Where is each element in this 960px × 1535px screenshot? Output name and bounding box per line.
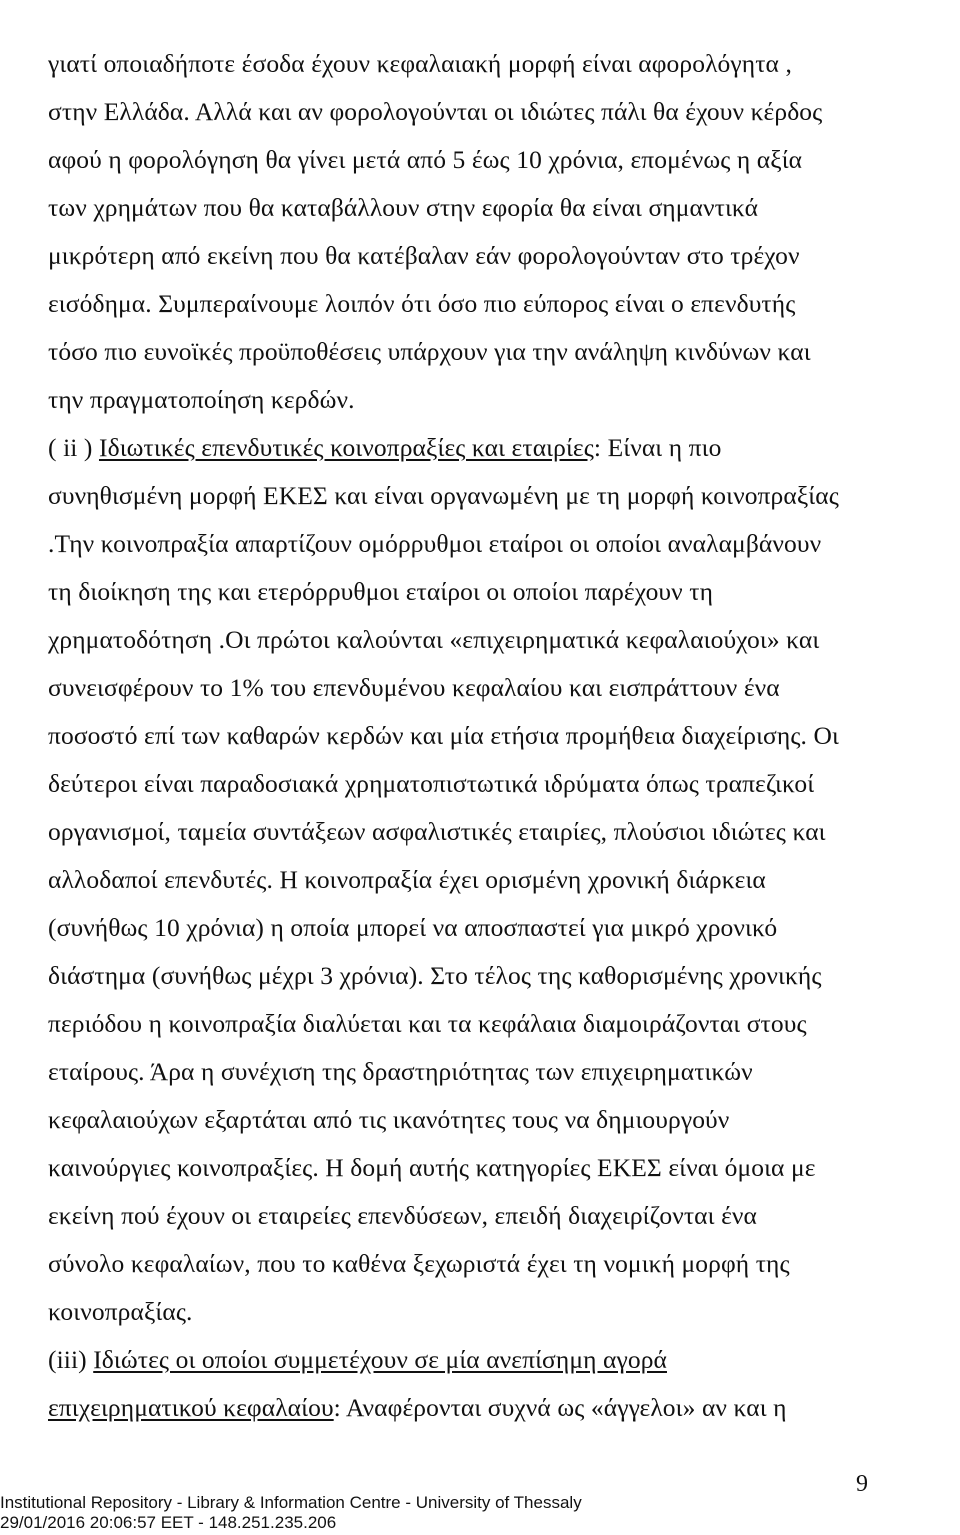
text-line: περιόδου η κοινοπραξία διαλύεται και τα κεφάλαια διαμοιράζονται στους [48,1009,807,1038]
text-line: οργανισμοί, ταμεία συντάξεων ασφαλιστικές εταιρίες, πλούσιοι ιδιώτες και [48,817,826,846]
body-text [48,40,918,1432]
section-iii-rest: : Αναφέρονται συχνά ως «άγγελοι» αν και η [333,1393,787,1422]
section-iii-line-2 [48,1384,918,1432]
text-line: των χρημάτων που θα καταβάλλουν στην εφορία θα είναι σημαντικά [48,193,759,222]
text-line: την πραγματοποίηση κερδών. [48,385,355,414]
text-line: διάστημα (συνήθως μέχρι 3 χρόνια). Στο τέλος της καθορισμένης χρονικής [48,961,822,990]
text-line: συνηθισμένη μορφή ΕΚΕΣ και είναι οργανωμένη με τη μορφή κοινοπραξίας [48,481,839,510]
text-line: καινούργιες κοινοπραξίες. Η δομή αυτής κατηγορίες ΕΚΕΣ είναι όμοια με [48,1153,816,1182]
section-iii-heading-part1: Ιδιώτες οι οποίοι συμμετέχουν σε μία ανεπίσημη αγορά [93,1345,667,1374]
section-iii-heading-part2: επιχειρηματικού κεφαλαίου [48,1393,334,1422]
page-number: 9 [856,1471,868,1497]
text-line: αλλοδαποί επενδυτές. Η κοινοπραξία έχει ορισμένη χρονική διάρκεια [48,865,766,894]
section-ii-marker: ( ii ) [48,433,99,462]
text-line: σύνολο κεφαλαίων, που το καθένα ξεχωριστά έχει τη νομική μορφή της [48,1249,790,1278]
text-line: τόσο πιο ευνοϊκές προϋποθέσεις υπάρχουν για την ανάληψη κινδύνων και [48,337,811,366]
text-line: ποσοστό επί των καθαρών κερδών και μία ετήσια προμήθεια διαχείρισης. Οι [48,721,839,750]
text-line: στην Ελλάδα. Αλλά και αν φορολογούνται οι ιδιώτες πάλι θα έχουν κέρδος [48,97,823,126]
text-line: εισόδημα. Συμπεραίνουμε λοιπόν ότι όσο πιο εύπορος είναι ο επενδυτής [48,289,796,318]
text-line: αφού η φορολόγηση θα γίνει μετά από 5 έως 10 χρόνια, επομένως η αξία [48,145,803,174]
text-line: μικρότερη από εκείνη που θα κατέβαλαν εάν φορολογούνταν στο τρέχον [48,241,800,270]
section-ii-heading: Ιδιωτικές επενδυτικές κοινοπραξίες και εταιρίες [98,433,594,462]
section-ii-rest: : Είναι η πιο [593,433,722,462]
text-line: εταίρους. Άρα η συνέχιση της δραστηριότητας των επιχειρηματικών [48,1057,753,1086]
text-line: κεφαλαιούχων εξαρτάται από τις ικανότητες τους να δημιουργούν [48,1105,730,1134]
text-line: (συνήθως 10 χρόνια) η οποία μπορεί να αποσπαστεί για μικρό χρονικό [48,913,778,942]
section-iii-marker: (iii) [48,1345,94,1374]
text-line: .Την κοινοπραξία απαρτίζουν ομόρρυθμοι εταίροι οι οποίοι αναλαμβάνουν [48,529,822,558]
footer-repository-line: Institutional Repository - Library & Information Centre - University of Thessaly [0,1493,582,1512]
repository-footer [0,1493,960,1533]
text-line: δεύτεροι είναι παραδοσιακά χρηματοπιστωτικά ιδρύματα όπως τραπεζικοί [48,769,815,798]
text-line: εκείνη πού έχουν οι εταιρείες επενδύσεων, επειδή διαχειρίζονται ένα [48,1201,757,1230]
text-line: γιατί οποιαδήποτε έσοδα έχουν κεφαλαιακή μορφή είναι αφορολόγητα , [48,49,792,78]
section-ii-line [48,424,918,472]
text-line: τη διοίκηση της και ετερόρρυθμοι εταίροι οι οποίοι παρέχουν τη [48,577,714,606]
footer-timestamp-line: 29/01/2016 20:06:57 EET - 148.251.235.206 [0,1513,337,1532]
text-line: κοινοπραξίας. [48,1297,193,1326]
text-line: συνεισφέρουν το 1% του επενδυμένου κεφαλαίου και εισπράττουν ένα [48,673,780,702]
section-iii-line-1 [48,1336,918,1384]
text-line: χρηματοδότηση .Οι πρώτοι καλούνται «επιχειρηματικά κεφαλαιούχοι» και [48,625,820,654]
